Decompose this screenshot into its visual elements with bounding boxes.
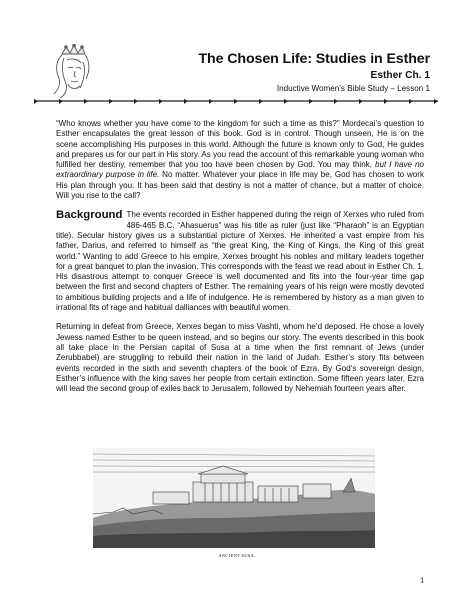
crowned-woman-logo [50, 44, 98, 98]
decorative-divider [34, 96, 438, 108]
background-text: The events recorded in Esther happened during the reign of Xerxes who ruled from 486-465 B.C. “Ahasuerus” was his title as ruler (just like “Pharaoh” is an Egyptian title). Secular history gives us a substantial picture of Xerxes. He inherited a vast empire from his father, Darius, and referred to himself as “the great King, the King of Kings, the King of this great world.” Wanting to add Greece to his empire, Xerxes brought his nobles and military leaders together for a great banquet to plan the invasion. This corresponds with the feast we read about in Esther Ch. 1. His disastrous attempt to conquer Greece is well documented and fits into the four-year time gap between the first and second chapters of Esther. The remaining years of his reign were mostly devoted to ambitious building projects and a life of indulgence. He is remembered by history as a man given to irrational fits of rage and habitual dalliances with beautiful women. [56, 210, 424, 313]
return-paragraph: Returning in defeat from Greece, Xerxes began to miss Vashti, whom he’d deposed. He chose a lovely Jewess named Esther to be queen instead, and so begins our story. The events described in this book all take place in the Persian capital of Susa at a time when the first remnant of Jews (under Zerubbabel) are struggling to rebuild their nation in the land of Judah. Esther’s story fits between events recorded in the sixth and seventh chapters of the book of Ezra. By God’s sovereign design, Esther’s influence with the king saves her people from certain extinction. Some fifteen years later, Ezra will lead the second group of exiles back to Jerusalem, followed by Nehemiah fourteen years after. [56, 322, 424, 394]
study-line: Inductive Women’s Bible Study – Lesson 1 [276, 84, 430, 93]
intro-text-b: No matter. Whatever your place in life may be, God has chosen to work His plan through you. It has been said that destiny is not a matter of chance, but a matter of choice. Will you rise to the call? [56, 170, 424, 201]
chapter-subtitle: Esther Ch. 1 [370, 70, 430, 81]
intro-text-a: “Who knows whether you have come to the kingdom for such a time as this?” Mordecai’s question to Esther encapsulates the great lesson of this book. God is in control. Though unseen, He is on the scene accomplishing His purposes in this world. Although the future is known only to God, He guides and prepares us for our part in His story. As you read the account of this remarkable young woman who fulfilled her destiny, remember that you too have been chosen by God. You may think, [56, 119, 424, 170]
background-paragraph [56, 210, 424, 313]
page-title: The Chosen Life: Studies in Esther [198, 51, 430, 67]
illustration-caption: ANCIENT SUSA. [218, 553, 256, 558]
intro-paragraph [56, 119, 424, 201]
body-text [56, 119, 424, 394]
ancient-susa-illustration [93, 448, 375, 548]
intro-emphasis: but I have no extraordinary purpose in life. [56, 160, 425, 180]
background-heading: Background [56, 209, 123, 222]
page-number: 1 [420, 575, 425, 585]
